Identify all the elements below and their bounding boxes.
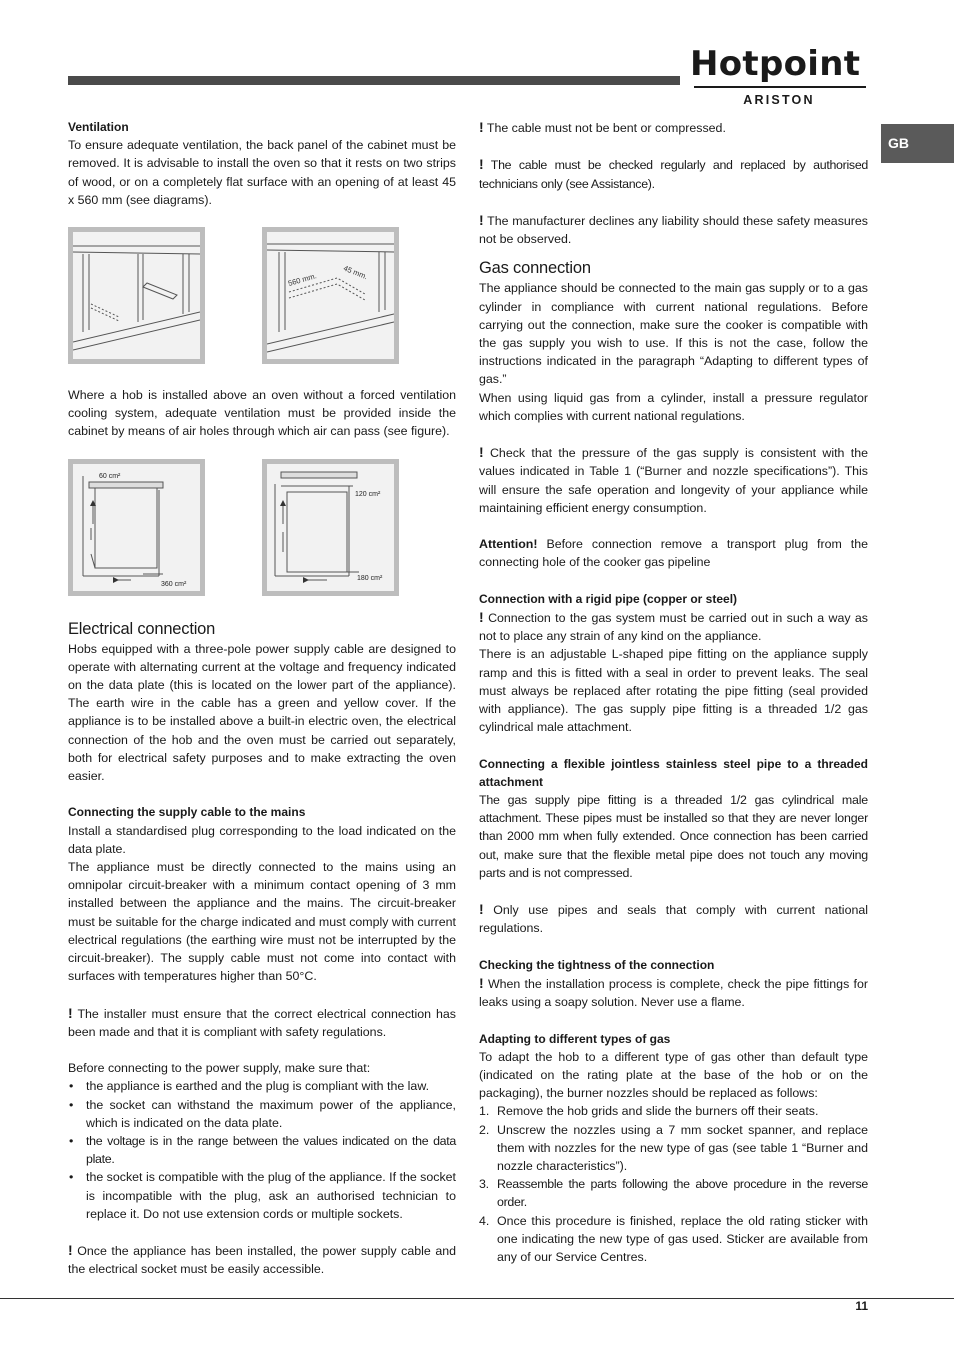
- mains-heading: Connecting the supply cable to the mains: [68, 805, 306, 820]
- pressure-note: [479, 443, 868, 517]
- cabinet-diagram-opening: [262, 227, 399, 364]
- checklist: [68, 1077, 456, 1223]
- liability-note-text: The manufacturer declines any liability should these safety measures not be observed.: [479, 213, 868, 247]
- dimension-45: 45 mm.: [342, 263, 369, 282]
- exclamation-icon: !: [479, 119, 484, 135]
- hob-ventilation-text: Where a hob is installed above an oven without a forced ventilation cooling system, adequate ventilation must be provided inside the cabinet by means of air holes through which air can pass (see figure).: [68, 388, 456, 439]
- brand-name: Hotpoint: [690, 44, 861, 84]
- cable-note-2: [479, 155, 868, 192]
- attention-note: [479, 535, 868, 571]
- rigid-text-1: [479, 608, 868, 645]
- flexible-pipe-heading: Connecting a flexible jointless stainless steel pipe to a threaded attachment: [479, 756, 868, 789]
- tightness-text-body: When the installation process is complete, check the pipe fittings for leaks using a soapy solution. Never use a flame.: [479, 977, 868, 1010]
- right-column: [479, 118, 868, 1266]
- airflow-illustration-2: [267, 464, 394, 591]
- left-column: [68, 118, 456, 1279]
- adapting-steps: [479, 1102, 868, 1266]
- list-item: • the appliance is earthed and the plug is compliant with the law.: [68, 1077, 456, 1095]
- adapting-text: To adapt the hob to a different type of gas other than default type (indicated on the rating plate at the base of the hob or on the packaging), the burner nozzles should be replaced as follows:: [479, 1049, 868, 1101]
- list-item: • the voltage is in the range between the values indicated on the data plate.: [68, 1132, 456, 1168]
- header-bar: [68, 76, 680, 85]
- tightness-text: [479, 974, 868, 1011]
- list-item: [479, 1121, 868, 1176]
- electrical-text: Hobs equipped with a three-pole power supply cable are designed to operate with alternating current at the voltage and frequency indicated on the data plate (this is located on the lower part of the appliance). The earth wire in the cable has a green and yellow cover. If the appliance is to be installed above a built-in electric oven, the electrical connection of the hob and the oven must be carried out separately, both for electrical safety purposes and to make extracting the oven easier.: [68, 641, 456, 784]
- installer-note-text: The installer must ensure that the correct electrical connection has been made and that it is compliant with safety regulations.: [68, 1006, 456, 1039]
- exclamation-icon: !: [68, 1242, 73, 1259]
- gas-text-1: The appliance should be connected to the main gas supply or to a gas cylinder in compliance with current national regulations. Before carrying out the connection, make sure the cooker is compatible with the gas supply you wish to use. If this is not the case, follow the instructions indicated in the paragraph “Adapting to different types of gas.”: [479, 281, 868, 387]
- exclamation-icon: !: [68, 1004, 73, 1021]
- language-tab: GB: [881, 124, 954, 163]
- exclamation-icon: !: [479, 211, 484, 228]
- final-note: [68, 1241, 456, 1278]
- airflow-diagrams: [68, 459, 456, 596]
- rigid-text-1-body: Connection to the gas system must be carried out in such a way as not to place any strain of any kind on the appliance.: [479, 611, 868, 644]
- cabinet-opening-illustration: [267, 232, 394, 359]
- attention-text: Before connection remove a transport plug from the connecting hole of the cooker gas pipeline: [479, 537, 868, 570]
- ventilation-diagrams: [68, 227, 456, 364]
- flexible-text: The gas supply pipe fitting is a threaded 1/2 gas cylindrical male attachment. These pipes must be installed so that they are never longer than 2000 mm when fully extended. Once connection has been carried out, make sure that the flexible metal pipe does not touch any moving parts and is not compressed.: [479, 793, 868, 880]
- list-item: • the socket is compatible with the plug of the appliance. If the socket is incompatible with the plug, ask an authorised technician to replace it. Do not use extension cords or multiple sockets.: [68, 1168, 456, 1223]
- brand-logo: [690, 44, 868, 108]
- brand-rule: [694, 86, 866, 88]
- airflow-label-120: 120 cm²: [355, 490, 381, 498]
- cabinet-diagram-wood-strips: [68, 227, 205, 364]
- final-note-text: Once the appliance has been installed, the power supply cable and the electrical socket must be easily accessible.: [68, 1244, 456, 1277]
- page-number: 11: [855, 1299, 868, 1313]
- airflow-diagram-2: [262, 459, 399, 596]
- rigid-text-2: There is an adjustable L-shaped pipe fitting on the appliance supply ramp and this is fitted with a seal in order to prevent leaks. The seal must always be replaced after rotating the pipe fitting (seal provided with appliance). The gas supply pipe fitting is a threaded 1/2 gas cylindrical male attachment.: [479, 647, 868, 735]
- airflow-illustration-1: [73, 464, 200, 591]
- exclamation-icon: !: [479, 609, 484, 625]
- mains-text-2: The appliance must be directly connected to the mains using an omnipolar circuit-breaker with a minimum contact opening of 3 mm installed between the appliance and the mains. The circuit-breaker must be suitable for the charge indicated and must comply with current electrical regulations (the earthing wire must not be interrupted by the circuit-breaker). The supply cable must not come into contact with surfaces with temperatures higher than 50°C.: [68, 860, 456, 984]
- list-item: [479, 1175, 868, 1211]
- gas-text-2: When using liquid gas from a cylinder, install a pressure regulator which complies with current national regulations.: [479, 390, 868, 423]
- ventilation-heading: Ventilation: [68, 120, 129, 134]
- step-text: Remove the hob grids and slide the burners off their seats.: [497, 1104, 819, 1119]
- step-number: 2.: [479, 1122, 490, 1137]
- ventilation-text: To ensure adequate ventilation, the back panel of the cabinet must be removed. It is advisable to install the oven so that it rests on two strips of wood, or on a completely flat surface with an opening of at least 45 x 560 mm (see diagrams).: [68, 138, 456, 207]
- list-item: [479, 1212, 868, 1267]
- step-number: 3.: [479, 1177, 489, 1192]
- cabinet-wood-strips-illustration: [73, 232, 200, 359]
- step-number: 1.: [479, 1104, 490, 1119]
- rigid-pipe-heading: Connection with a rigid pipe (copper or steel): [479, 591, 738, 606]
- dimension-560: 560 mm.: [287, 271, 318, 288]
- mains-text-1: Install a standardised plug corresponding to the load indicated on the data plate.: [68, 823, 456, 856]
- installer-note: [68, 1004, 456, 1041]
- cable-note-1-text: The cable must not be bent or compressed.: [486, 121, 726, 135]
- before-text: Before connecting to the power supply, make sure that:: [68, 1061, 371, 1076]
- cable-note-1: [479, 118, 868, 137]
- electrical-heading: Electrical connection: [68, 619, 216, 638]
- pipes-note-text: Only use pipes and seals that comply with current national regulations.: [479, 903, 868, 936]
- adapting-heading: Adapting to different types of gas: [479, 1031, 671, 1046]
- airflow-label-360: 360 cm²: [161, 580, 187, 588]
- gas-heading: Gas connection: [479, 259, 591, 278]
- airflow-label-180: 180 cm²: [357, 574, 383, 582]
- exclamation-icon: !: [479, 444, 484, 461]
- exclamation-icon: !: [479, 156, 484, 173]
- attention-label: Attention!: [479, 537, 538, 552]
- tightness-heading: Checking the tightness of the connection: [479, 957, 715, 972]
- liability-note: [479, 211, 868, 248]
- step-number: 4.: [479, 1213, 490, 1228]
- brand-sub: ARISTON: [743, 93, 815, 107]
- list-item: • the socket can withstand the maximum power of the appliance, which is indicated on the data plate.: [68, 1096, 456, 1132]
- pipes-note: [479, 900, 868, 937]
- airflow-label-60: 60 cm²: [99, 472, 121, 480]
- exclamation-icon: !: [479, 975, 484, 992]
- step-text: Reassemble the parts following the above procedure in the reverse order.: [497, 1177, 868, 1210]
- footer-rule: [0, 1298, 954, 1299]
- list-item: [479, 1102, 868, 1120]
- exclamation-icon: !: [479, 901, 484, 918]
- step-text: Unscrew the nozzles using a 7 mm socket spanner, and replace them with nozzles for the new type of gas (see table 1 “Burner and nozzle characteristics”).: [497, 1122, 868, 1174]
- pressure-note-text: Check that the pressure of the gas supply is consistent with the values indicated in Table 1 (“Burner and nozzle specifications”). This will ensure the safe operation and longevity of your appliance while maintaining efficient energy consumption.: [479, 446, 868, 515]
- cable-note-2-text: The cable must be checked regularly and replaced by authorised technicians only (see Assistance).: [479, 158, 869, 191]
- step-text: Once this procedure is finished, replace the old rating sticker with one indicating the new type of gas used. Sticker are available from any of our Service Centres.: [497, 1213, 868, 1265]
- airflow-diagram-1: [68, 459, 205, 596]
